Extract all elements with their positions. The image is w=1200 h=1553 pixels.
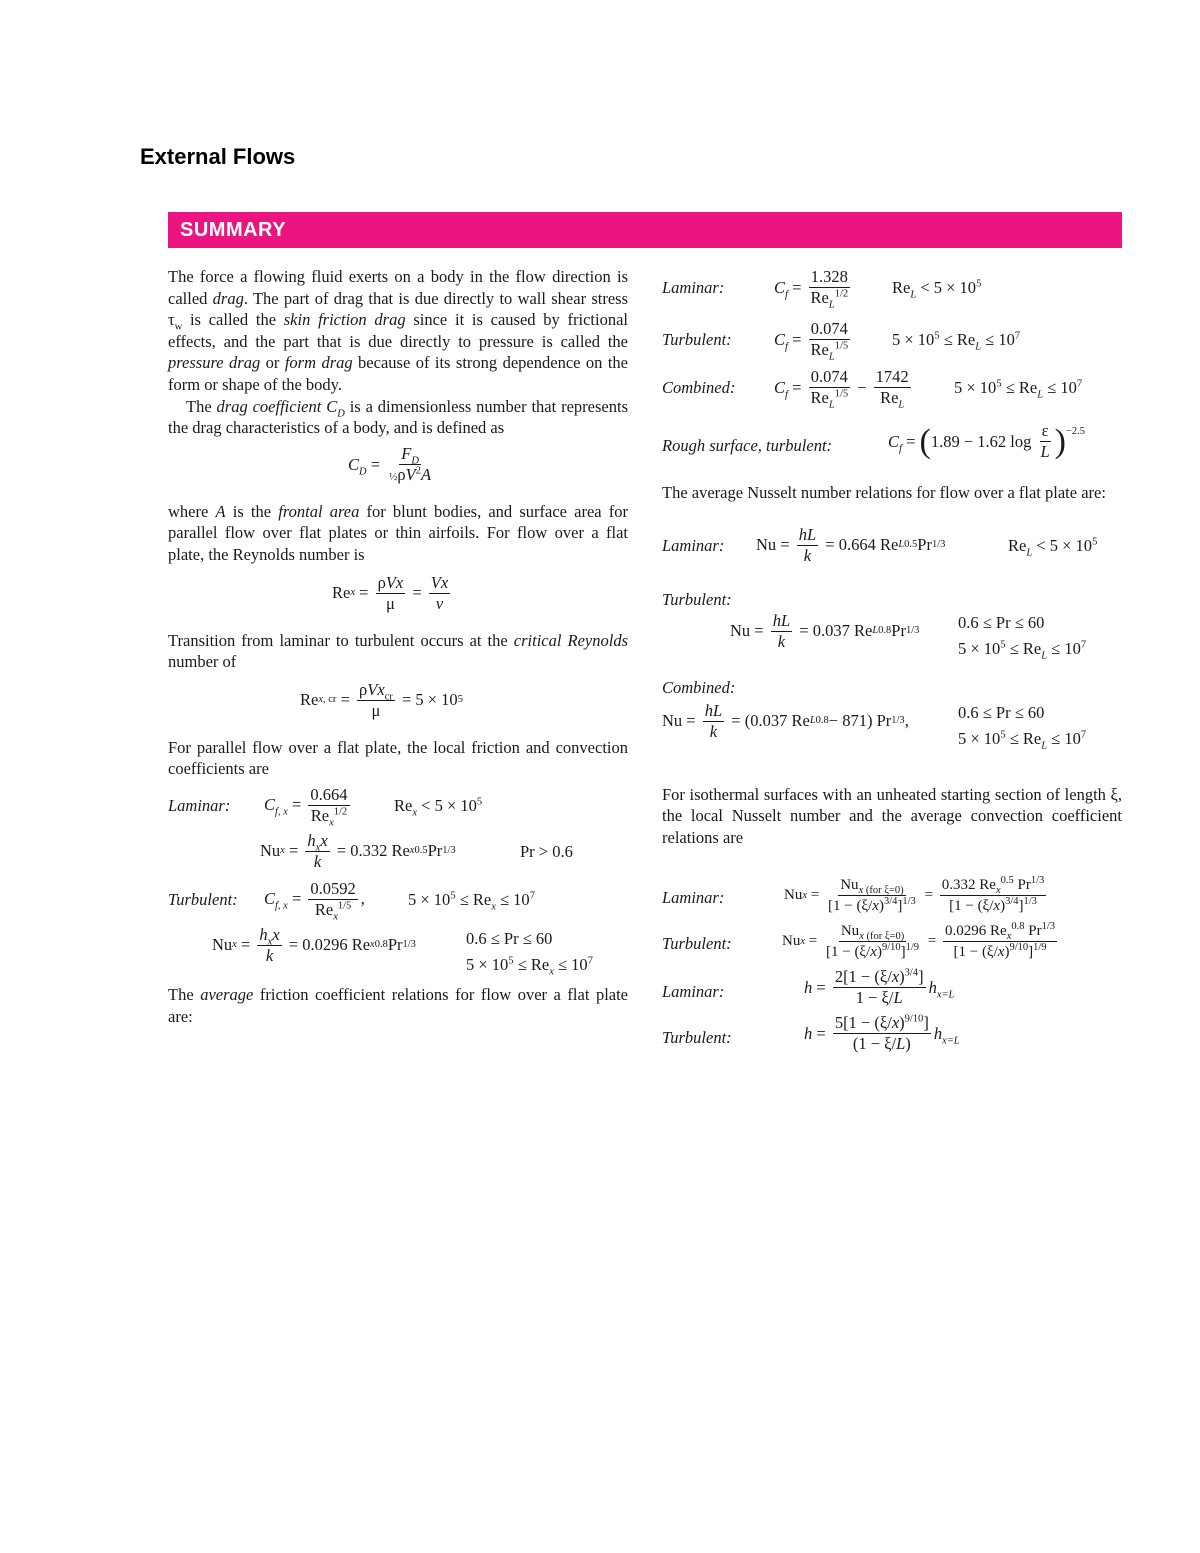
left-column [168,266,628,1027]
label-turbulent-unheated: Turbulent: [662,934,732,954]
summary-banner-label: SUMMARY [180,219,287,241]
label-turbulent-nu: Turbulent: [662,589,732,609]
label-turbulent-cf: Turbulent: [662,330,732,349]
label-laminar-unheated: Laminar: [662,888,725,908]
local-coefficient-equations: Laminar: $C_{f, x}$ = $\frac{0.664}{Re_x^{1/2}}$ $Re_x < 5 \times 10^5$ Nu x = $\frac{h_xx}{k}$ = 0.332 Re x 0.5 Pr 1/3 Pr > 0.6 Turbulent: $C_{f, x}$ = $\frac{0.0592}{Re_x^{1/5}}$ , $5 \times 10^5 \le Re_x \le 10^7$ Nu x = $\frac{h_xx}{k}$ = 0.0296 Re x 0.8 Pr 1/3 0.6 ≤ Pr ≤ 60 $5 \times 10^5 \le Re_x \le 10^7$ [168,784,593,978]
average-nusselt-equations: Laminar: Nu = $\frac{hL}{k}$ = 0.664 Re L 0.5 Pr 1/3 $Re_L < 5 \times 10^5$ Turbulent: Nu = $\frac{hL}{k}$ = 0.037 Re L 0.8 Pr 1/3 0.6 ≤ Pr ≤ 60 $5 \times 10^5 \le Re_L \le 10^7$ Combined: Nu = $\frac{hL}{k}$ = (0.037 Re L 0.8 − 871) Pr 1/3 , 0.6 ≤ Pr ≤ 60 $5 \times 10^5 \le Re_L \le 10^7$ [662,524,1098,751]
page-title: External Flows [140,144,296,169]
equation-reynolds-number: Re x = $\frac{\text{ρVx}}{\mu}$ = $\frac{Vx}{\nu}$ [332,572,449,613]
label-laminar-nu: Laminar: [662,535,725,555]
equation-critical-reynolds: Re x, cr = $\frac{\rho Vx_{cr}}{\mu}$ = 5 × 10 5 [300,679,463,720]
right-column [662,266,1122,1054]
label-combined-cf: Combined: [662,378,736,397]
paragraph-local-coefficients: For parallel flow over a flat plate, the local friction and convection coefficients are [168,737,628,779]
paragraph-average-nusselt: The average Nusselt number relations for flow over a flat plate are: [662,483,1106,502]
paragraph-frontal-area: where A is the frontal area for blunt bodies, and surface area for parallel flow over flat plates or thin airfoils. For flow over a flat plate, the Reynolds number is [168,501,628,564]
paragraph-transition: Transition from laminar to turbulent occurs at the critical Reynolds number of [168,630,629,672]
label-laminar-cf: Laminar: [662,278,725,297]
unheated-section-equations: Laminar: Nu x = $\frac{Nu_{x (for \xi=0)}}{[1 - (\xi/x)^{3/4}]^{1/3}}$ = $\frac{0.332 Re_x^{0.5} Pr^{1/3}}{[1 - (\xi/x)^{3/4}]^{1/3}}$ Turbulent: Nu x = $\frac{Nu_{x (for \xi=0)}}{[1 - (\xi/x)^{9/10}]^{1/9}}$ = $\frac{0.0296 Re_x^{0.8} Pr^{1/3}}{[1 - (\xi/x)^{9/10}]^{1/9}}$ Laminar: h = $\frac{2[1 - (\xi/x)^{3/4}]}{1 - \xi/L}$ $h_{x=L}$ Turbulent: h = $\frac{5[1 - (\xi/x)^{9/10}]}{(1 - \xi/L)}$ $h_{x=L}$ [662,875,1056,1054]
label-turbulent: Turbulent: [168,889,238,909]
label-combined-nu: Combined: [662,677,736,697]
label-laminar-h: Laminar: [662,982,725,1002]
paragraph-unheated-section: For isothermal surfaces with an unheated starting section of length ξ, the local Nusselt number and the average convection coefficient relations are [662,784,1122,847]
equation-drag-coefficient: $C_D$ = $\frac{F_D}{\frac{1}{2}\rho V^2A}$ [348,443,432,484]
label-laminar: Laminar: [168,795,231,815]
paragraph-drag-coefficient: The drag coefficient $C_D$ is a dimensionless number that represents the drag characteristics of a body, and is defined as [168,396,628,438]
average-friction-equations: Laminar: $C_f$ = $\frac{1.328}{Re_L^{1/2}}$ $Re_L < 5 \times 10^5$ Turbulent: $C_f$ = $\frac{0.074}{Re_L^{1/5}}$ $5 \times 10^5 \le Re_L \le 10^7$ Combined: $C_f$ = $\frac{0.074}{Re_L^{1/5}}$ − $\frac{1742}{Re_L}$ $5 \times 10^5 \le Re_L \le 10^7$ Rough surface, turbulent: $C_f$ = ( 1.89 − 1.62 log $\frac{\varepsilon}{L}$ ) $^{-2.5}$ [662,267,1086,461]
summary-banner [168,212,1122,248]
paragraph-average-friction: The average friction coefficient relations for flow over a flat plate are: [168,984,629,1026]
label-rough-surface: Rough surface, turbulent: [662,436,833,455]
label-turbulent-h: Turbulent: [662,1028,732,1048]
paragraph-drag: The force a flowing fluid exerts on a body in the flow direction is called drag. The part of drag that is due directly to wall shear stress $\tau_w$ is called the skin friction drag since it is caused by frictional effects, and the part that is due directly to pressure is called the pressure drag or form drag because of its strong dependence on the form or shape of the body. [168,267,629,394]
